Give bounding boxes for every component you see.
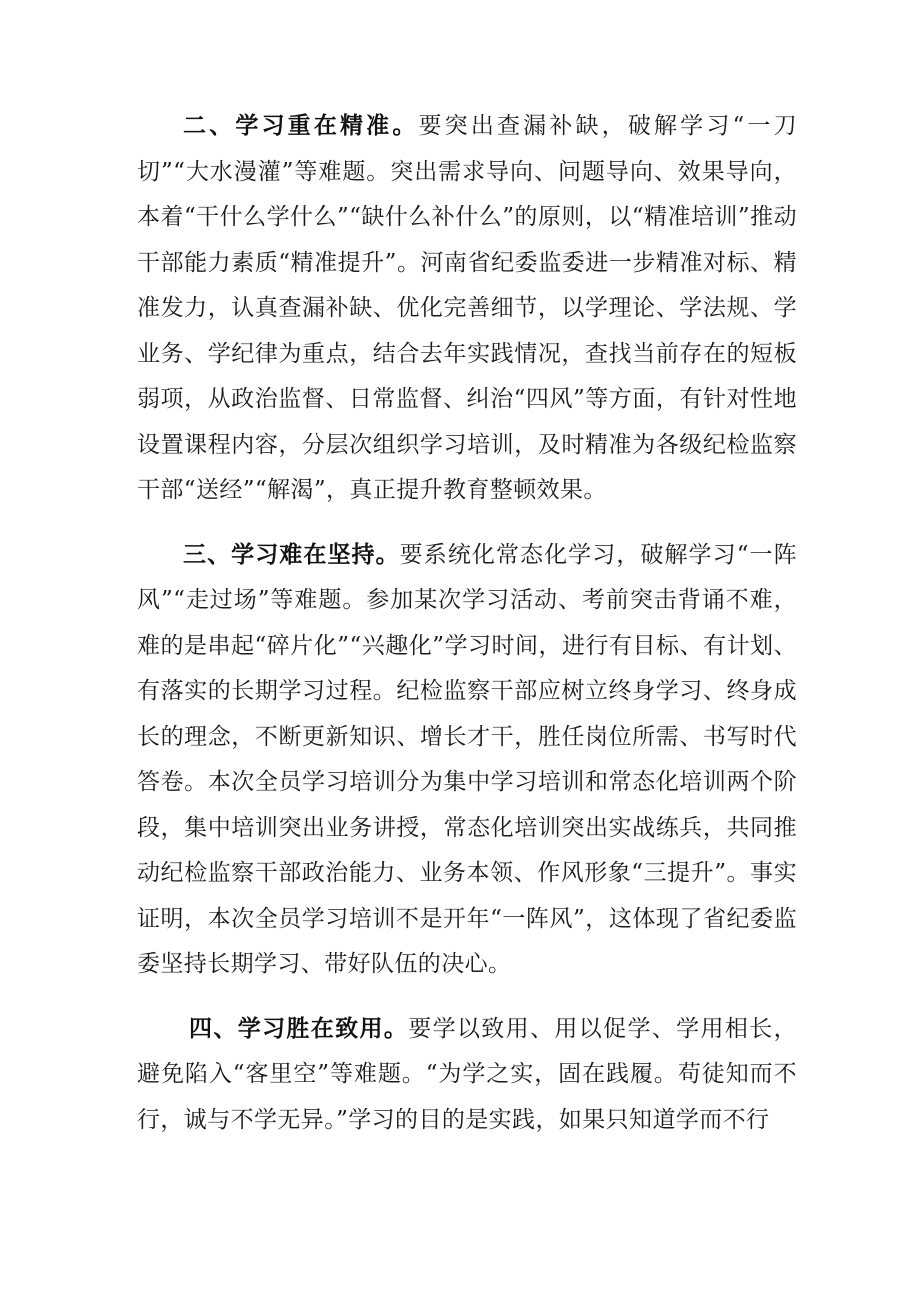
paragraph-body: 要突出查漏补缺，破解学习“一刀切”“大水漫灌”等难题。突出需求导向、问题导向、效果导向，本着“干什么学什么”“缺什么补什么”的原则，以“精准培训”推动干部能力素质“精准提升”。河南省纪委监委进一步精准对标、精准发力，认真查漏补缺、优化完善细节，以学理论、学法规、学业务、学纪律为重点，结合去年实践情况，查找当前存在的短板弱项，从政治监督、日常监督、纠治“四风”等方面，有针对性地设置课程内容，分层次组织学习培训，及时精准为各级纪检监察干部“送经”“解渴”，真正提升教育整顿效果。 — [137, 113, 797, 503]
paragraph-accuracy — [137, 104, 797, 514]
paragraph-persistence — [137, 533, 797, 988]
paragraph-heading: 四、学习胜在致用。 — [189, 1015, 409, 1042]
paragraph-heading: 二、学习重在精准。 — [183, 113, 419, 139]
paragraph-heading: 三、学习难在坚持。 — [183, 541, 400, 568]
document-page — [137, 104, 797, 1143]
paragraph-application — [137, 1007, 797, 1144]
paragraph-body: 要学以致用、用以促学、学用相长，避免陷入“客里空”等难题。“为学之实，固在践履。苟徒知而不行，诚与不学无异。”学习的目的是实践，如果只知道学而不行 — [137, 1015, 797, 1133]
paragraph-body: 要系统化常态化学习，破解学习“一阵风”“走过场”等难题。参加某次学习活动、考前突击背诵不难，难的是串起“碎片化”“兴趣化”学习时间，进行有目标、有计划、有落实的长期学习过程。纪检监察干部应树立终身学习、终身成长的理念，不断更新知识、增长才干，胜任岗位所需、书写时代答卷。本次全员学习培训分为集中学习培训和常态化培训两个阶段，集中培训突出业务讲授，常态化培训突出实战练兵，共同推动纪检监察干部政治能力、业务本领、作风形象“三提升”。事实证明，本次全员学习培训不是开年“一阵风”，这体现了省纪委监委坚持长期学习、带好队伍的决心。 — [137, 541, 798, 977]
